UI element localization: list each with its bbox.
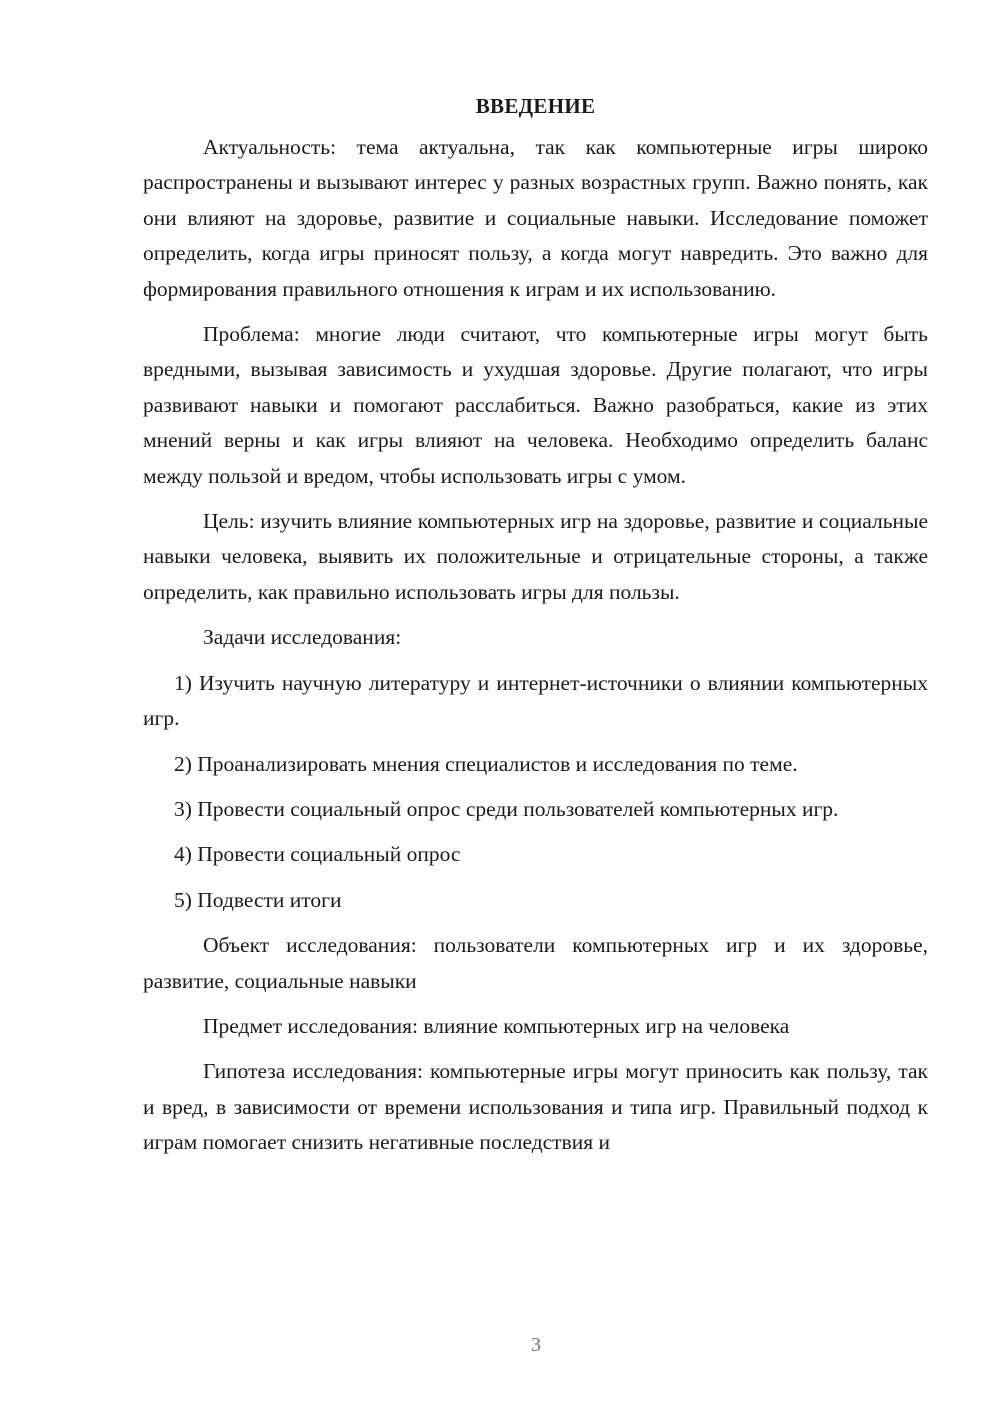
task-item-3: 3) Провести социальный опрос среди пользователей компьютерных игр. (174, 796, 839, 821)
task-item-5: 5) Подвести итоги (174, 887, 342, 912)
page-title: ВВЕДЕНИЕ (475, 94, 596, 118)
document-page (143, 92, 928, 1161)
object-paragraph: Объект исследования: пользователи компьютерных игр и их здоровье, развитие, социальные навыки (143, 933, 928, 993)
goal-paragraph: Цель: изучить влияние компьютерных игр на здоровье, развитие и социальные навыки человека, выявить их положительные и отрицательные стороны, а также определить, как правильно использовать игры для пользы. (143, 509, 928, 604)
problem-paragraph: Проблема: многие люди считают, что компьютерные игры могут быть вредными, вызывая зависимость и ухудшая здоровье. Другие полагают, что игры развивают навыки и помогают расслабиться. Важно разобраться, какие из этих мнений верны и как игры влияют на человека. Необходимо определить баланс между пользой и вредом, чтобы использовать игры с умом. (143, 322, 928, 488)
relevance-paragraph: Актуальность: тема актуальна, так как компьютерные игры широко распространены и вызывают интерес у разных возрастных групп. Важно понять, как они влияют на здоровье, развитие и социальные навыки. Исследование поможет определить, когда игры приносят пользу, а когда могут навредить. Это важно для формирования правильного отношения к играм и их использованию. (143, 135, 928, 301)
tasks-heading: Задачи исследования: (203, 625, 402, 650)
subject-paragraph: Предмет исследования: влияние компьютерных игр на человека (203, 1013, 790, 1038)
page-number: 3 (531, 1334, 541, 1356)
task-item-2: 2) Проанализировать мнения специалистов и исследования по теме. (174, 751, 798, 776)
task-item-4: 4) Провести социальный опрос (174, 842, 461, 867)
hypothesis-paragraph: Гипотеза исследования: компьютерные игры могут приносить как пользу, так и вред, в зависимости от времени использования и типа игр. Правильный подход к играм помогает снизить негативные последствия и (143, 1059, 928, 1155)
task-item-1: 1) Изучить научную литературу и интернет-источники о влиянии компьютерных игр. (143, 670, 928, 731)
